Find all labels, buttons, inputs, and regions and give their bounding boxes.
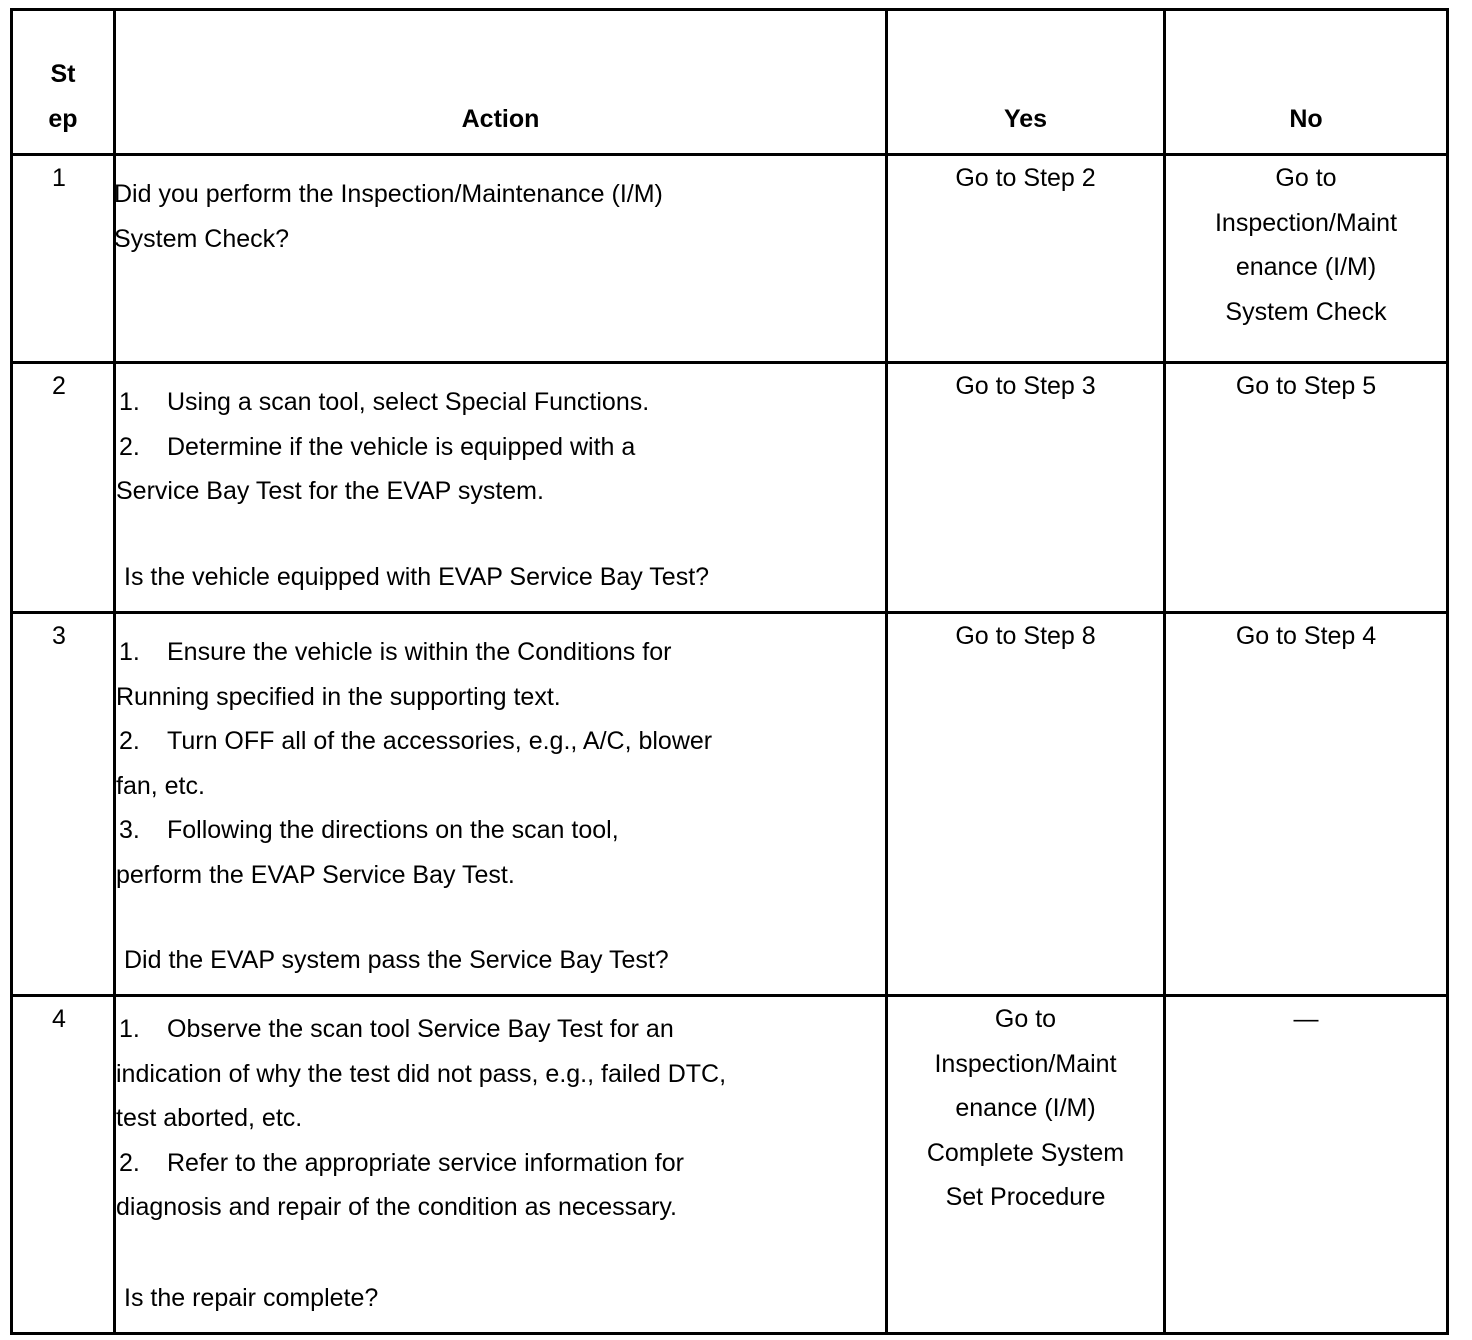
action-text-line: Service Bay Test for the EVAP system.: [116, 477, 544, 505]
action-text-line: test aborted, etc.: [116, 1104, 303, 1132]
no-cell: [1165, 613, 1448, 996]
action-cell: [115, 363, 887, 613]
action-list-item: 1. Ensure the vehicle is within the Conditions for: [119, 638, 672, 666]
step-number-cell: [12, 155, 115, 363]
no-outcome-line: Inspection/Maint: [1214, 208, 1398, 237]
no-outcome-dash: —: [1293, 1005, 1319, 1033]
step-number-cell: [12, 996, 115, 1334]
yes-outcome-line: Inspection/Maint: [934, 1049, 1117, 1078]
yes-cell: [887, 363, 1165, 613]
header-step-line-2: ep: [48, 104, 78, 133]
action-cell: [115, 996, 887, 1334]
step-number: 1: [52, 164, 66, 192]
header-action: Action: [115, 10, 887, 155]
yes-cell: [887, 613, 1165, 996]
yes-cell: [887, 996, 1165, 1334]
action-list-item: 2. Refer to the appropriate service information for: [119, 1148, 684, 1177]
action-text-line: perform the EVAP Service Bay Test.: [116, 860, 515, 889]
step-number: 3: [52, 622, 66, 650]
step-number: 2: [52, 372, 66, 400]
action-question: Is the repair complete?: [124, 1283, 379, 1312]
action-cell: [115, 613, 887, 996]
no-outcome-line: enance (I/M): [1235, 253, 1377, 281]
action-text-line: Running specified in the supporting text.: [116, 682, 561, 711]
header-step: [12, 10, 115, 155]
step-number: 4: [52, 1005, 66, 1033]
no-cell: [1165, 996, 1448, 1334]
no-outcome: Go to Step 4: [1235, 622, 1377, 650]
table-header-row: [12, 10, 1448, 155]
table-row-step-4: [12, 996, 1448, 1334]
table-row-step-2: [12, 363, 1448, 613]
table-row-step-1: [12, 155, 1448, 363]
action-text-line: System Check?: [114, 224, 290, 253]
action-question: Is the vehicle equipped with EVAP Service Bay Test?: [124, 562, 710, 591]
action-text-line: diagnosis and repair of the condition as necessary.: [116, 1193, 677, 1221]
yes-cell: [887, 155, 1165, 363]
header-no: No: [1165, 10, 1448, 155]
diagnostic-steps-table: [10, 8, 1449, 1335]
yes-outcome: Go to Step 8: [955, 622, 1096, 650]
yes-outcome-line: enance (I/M): [955, 1094, 1096, 1122]
step-number-cell: [12, 613, 115, 996]
no-cell: [1165, 363, 1448, 613]
step-number-cell: [12, 363, 115, 613]
action-list-item: 2. Turn OFF all of the accessories, e.g., A/C, blower: [119, 727, 713, 755]
no-outcome-line: Go to: [1275, 164, 1337, 192]
no-cell: [1165, 155, 1448, 363]
no-outcome: Go to Step 5: [1235, 372, 1377, 400]
yes-outcome-line: Complete System: [926, 1138, 1125, 1167]
action-cell: [115, 155, 887, 363]
yes-outcome-line: Set Procedure: [945, 1183, 1106, 1211]
header-yes: Yes: [887, 10, 1165, 155]
action-text-line: Did you perform the Inspection/Maintenance (I/M): [114, 180, 663, 208]
action-question: Did the EVAP system pass the Service Bay Test?: [124, 945, 669, 974]
action-list-item: 3. Following the directions on the scan tool,: [119, 816, 619, 844]
action-text-line: indication of why the test did not pass, e.g., failed DTC,: [116, 1059, 727, 1088]
diagnostic-table-container: [10, 8, 1446, 1332]
action-list-item: 2. Determine if the vehicle is equipped with a: [119, 432, 636, 461]
header-step-line-1: St: [50, 60, 76, 88]
action-text-line: fan, etc.: [116, 771, 205, 800]
yes-outcome: Go to Step 2: [955, 164, 1096, 192]
action-list-item: 1. Observe the scan tool Service Bay Test for an: [119, 1015, 674, 1043]
yes-outcome: Go to Step 3: [955, 372, 1096, 400]
table-row-step-3: [12, 613, 1448, 996]
yes-outcome-line: Go to: [994, 1005, 1057, 1033]
action-list-item: 1. Using a scan tool, select Special Functions.: [119, 388, 650, 416]
no-outcome-line: System Check: [1225, 297, 1387, 326]
